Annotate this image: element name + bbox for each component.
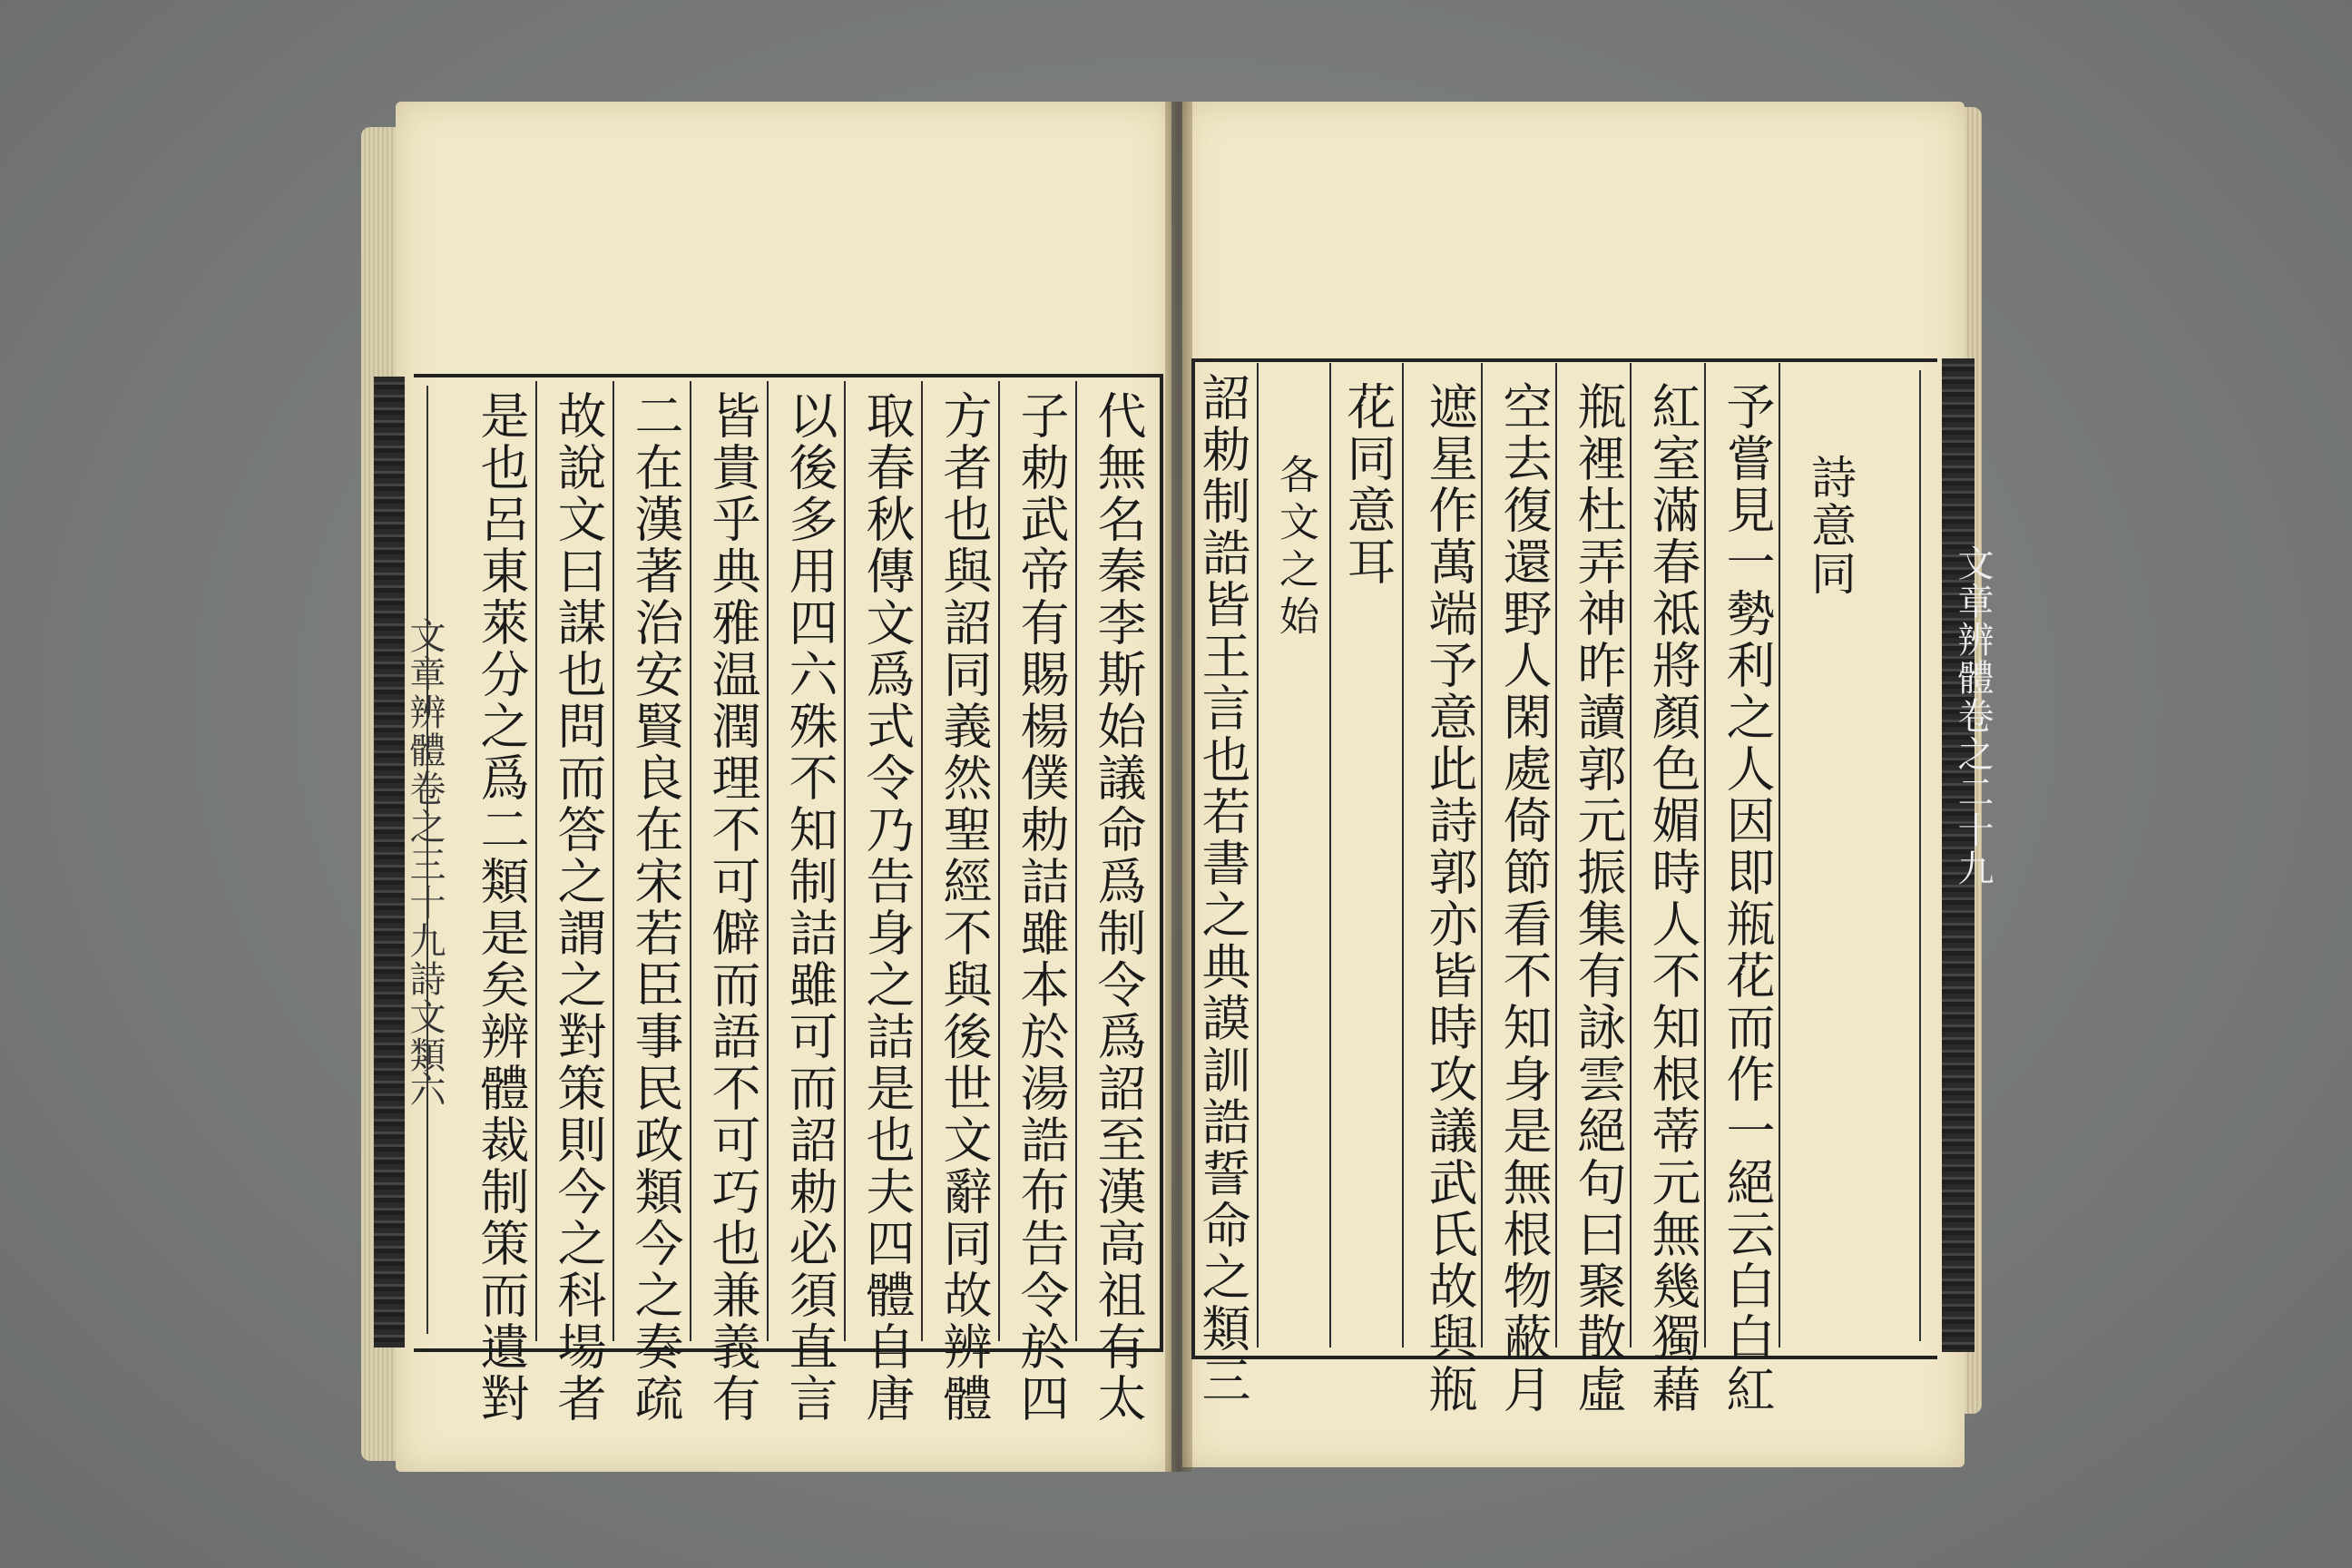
left-column-7: 二在漢著治安賢良在宋若臣事民政類今之奏疏 bbox=[627, 390, 684, 1425]
left-column-3: 方者也與詔同義然聖經不與後世文辭同故辨體 bbox=[936, 390, 993, 1425]
left-column-8: 故說文曰謀也問而答之謂之對策則今之科場者 bbox=[550, 390, 607, 1425]
left-column-1: 代無名秦李斯始議命爲制令爲詔至漢高祖有太 bbox=[1090, 390, 1147, 1425]
right-column-7: 紅室滿春祗將顏色媚時人不知根蒂元無幾獨藉 bbox=[1644, 381, 1701, 1416]
column-rule bbox=[1402, 363, 1404, 1348]
right-column-5: 空去復還野人閑處倚節看不知身是無根物蔽月 bbox=[1495, 381, 1553, 1416]
right-inner-rule bbox=[1919, 370, 1921, 1341]
right-column-2: 各文之始 bbox=[1272, 454, 1318, 642]
column-rule bbox=[612, 381, 614, 1341]
column-rule bbox=[921, 381, 923, 1341]
left-column-4: 取春秋傳文爲式令乃告身之詰是也夫四體自唐 bbox=[858, 390, 916, 1425]
left-column-9: 是也呂東萊分之爲二類是矣辨體裁制策而遺對 bbox=[473, 390, 530, 1425]
right-column-1: 詔勅制誥皆王言也若書之典謨訓誥誓命之類三 bbox=[1194, 372, 1251, 1406]
column-rule bbox=[1704, 363, 1706, 1348]
right-margin-title: 文章辨體卷之二十九 bbox=[1952, 544, 1994, 887]
column-rule bbox=[1555, 363, 1557, 1348]
right-column-6: 瓶裡杜弄神昨讀郭元振集有詠雲絕句曰聚散虛 bbox=[1570, 381, 1627, 1416]
column-rule bbox=[1630, 363, 1632, 1348]
column-rule bbox=[535, 381, 537, 1341]
column-rule bbox=[1779, 363, 1780, 1348]
right-column-3: 花同意耳 bbox=[1339, 381, 1396, 588]
column-rule bbox=[1075, 381, 1077, 1341]
right-column-9: 詩意同 bbox=[1804, 454, 1857, 598]
left-margin-title: 文章辨體卷之三十九詩文類 bbox=[404, 617, 446, 1074]
right-column-4: 遮星作萬端予意此詩郭亦皆時攻議武氏故與瓶 bbox=[1421, 381, 1478, 1416]
left-page-number: 六 bbox=[404, 1071, 446, 1109]
right-column-8: 予嘗見一勢利之人因即瓶花而作一絕云白白紅 bbox=[1719, 381, 1776, 1416]
book-gutter bbox=[1165, 102, 1192, 1472]
left-column-2: 子勅武帝有賜楊僕勅詰雖本於湯誥布告令於四 bbox=[1013, 390, 1070, 1425]
column-rule bbox=[1481, 363, 1483, 1348]
left-column-5: 以後多用四六殊不知制詰雖可而詔勅必須直言 bbox=[781, 390, 838, 1425]
column-rule bbox=[1329, 363, 1331, 1348]
column-rule bbox=[690, 381, 691, 1341]
left-column-6: 皆貴乎典雅温潤理不可僻而語不可巧也兼義有 bbox=[704, 390, 761, 1425]
column-rule bbox=[844, 381, 846, 1341]
column-rule bbox=[767, 381, 769, 1341]
column-rule bbox=[1257, 363, 1259, 1348]
column-rule bbox=[998, 381, 1000, 1341]
